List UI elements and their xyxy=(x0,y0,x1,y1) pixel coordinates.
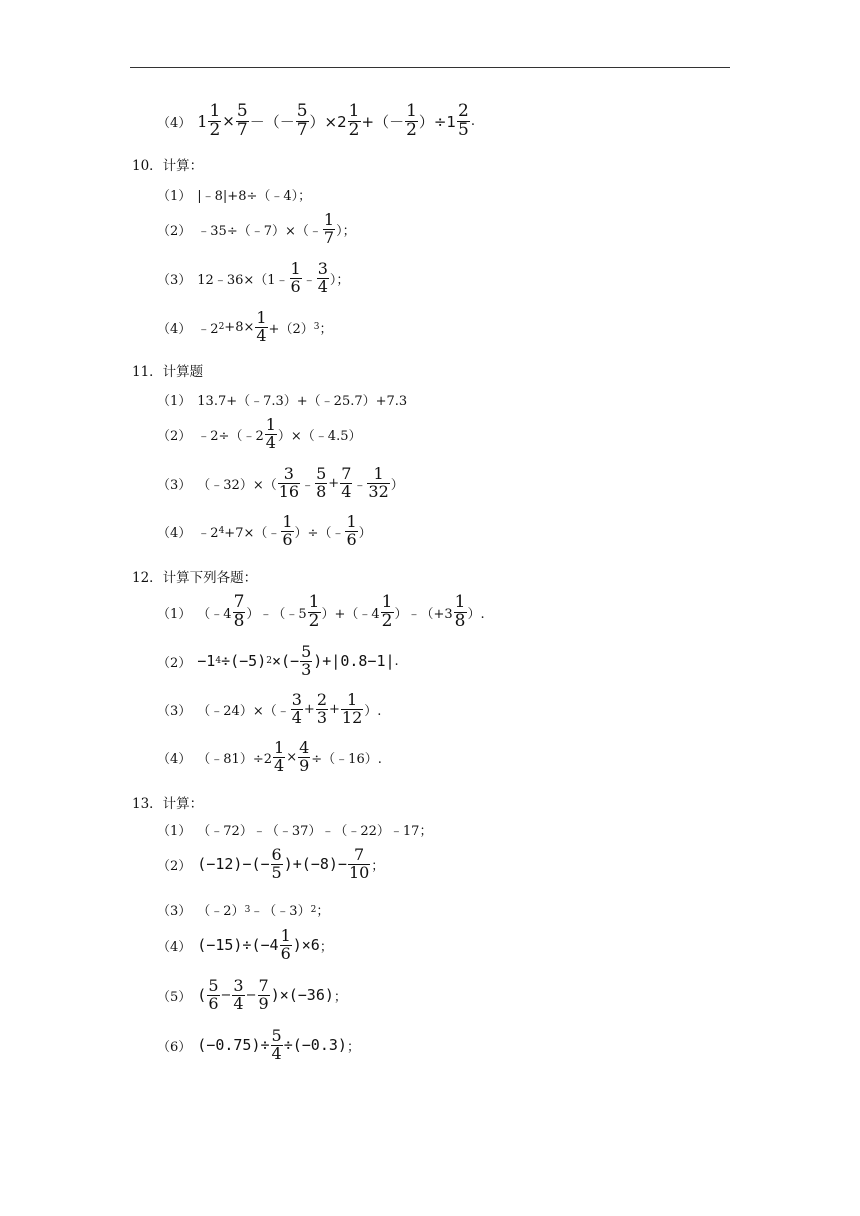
expression-part: ）. xyxy=(364,703,382,719)
item-label: （3） xyxy=(157,272,192,288)
item-label: （1） xyxy=(157,824,192,839)
operator: − xyxy=(220,987,232,1003)
expression-part: ）×（﹣4.5） xyxy=(277,428,362,444)
expression-part: −1 xyxy=(197,652,216,671)
expression-part: (−15)÷(−4 xyxy=(197,936,279,955)
end-mark: ； xyxy=(333,989,347,1005)
expression-part: )+|0.8−1| xyxy=(313,652,395,671)
problem-13-item-5 xyxy=(157,978,347,1013)
fraction: $\frac{6}{5}$ xyxy=(271,845,282,882)
fraction: $\frac{5}{3}$ xyxy=(301,642,312,679)
fraction: $\frac{1}{2}$ xyxy=(308,592,320,631)
item-label: （4） xyxy=(157,525,192,541)
expression-part: (−12)−(− xyxy=(197,855,270,874)
item-label: （5） xyxy=(157,989,192,1005)
problem-12-item-4 xyxy=(157,740,382,775)
expression-part: ﹣2 xyxy=(197,525,219,541)
fraction: $\frac{2}{3}$ xyxy=(316,690,327,727)
end-mark: ； xyxy=(316,904,330,919)
exponent: 3 xyxy=(313,322,320,333)
operator: + xyxy=(328,475,340,491)
problem-12-title: 12．计算下列各题： xyxy=(132,570,258,586)
expression-part: ﹣35÷（﹣7）×（﹣ xyxy=(197,223,322,239)
operator: − xyxy=(245,987,257,1003)
item-label: （1） xyxy=(157,189,192,204)
item-label: （1） xyxy=(157,394,192,409)
problem-11-item-2 xyxy=(157,417,361,452)
problem-12-item-2 xyxy=(157,644,399,679)
exponent: 3 xyxy=(244,904,251,915)
item-label: （2） xyxy=(157,655,192,671)
operator: ）÷1 xyxy=(418,112,457,131)
end-mark: ； xyxy=(319,321,333,337)
expression-part: （﹣81）÷2 xyxy=(197,751,272,767)
exponent: 4 xyxy=(215,656,222,667)
expression-part: （﹣24）×（﹣ xyxy=(197,703,290,719)
exponent: 2 xyxy=(266,656,272,667)
fraction: $\frac{1}{4}$ xyxy=(256,308,267,345)
expression-part: +8× xyxy=(224,319,255,335)
fraction: $\frac{1}{8}$ xyxy=(454,592,466,631)
expression: （﹣72）﹣（﹣37）﹣（﹣22）﹣17； xyxy=(197,824,433,839)
expression-part: 12﹣36×（1﹣ xyxy=(197,272,289,288)
problem-11-item-4 xyxy=(157,514,372,549)
fraction: $\frac{7}{8}$ xyxy=(233,592,245,631)
expression-part: ）﹣（+3 xyxy=(394,606,453,622)
fraction: $\frac{1}{2}$ xyxy=(348,101,360,140)
fraction: $\frac{5}{7}$ xyxy=(296,101,308,140)
problem-12-item-1 xyxy=(157,594,485,631)
item-label: （4） xyxy=(157,939,192,955)
item-label: （6） xyxy=(157,1039,192,1055)
expression-part: ﹣2 xyxy=(197,321,219,337)
problem-10-item-4 xyxy=(157,310,332,345)
operator: ﹣ xyxy=(301,477,315,493)
item-label: （2） xyxy=(157,223,192,239)
fraction: $\frac{5}{6}$ xyxy=(208,976,219,1013)
fraction: $\frac{1}{4}$ xyxy=(265,415,276,452)
fraction: $\frac{5}{7}$ xyxy=(236,101,248,140)
expression-part: ） xyxy=(390,477,404,493)
problem-13-title: 13．计算： xyxy=(132,796,204,812)
fraction: $\frac{1}{2}$ xyxy=(209,101,221,140)
exponent: 2 xyxy=(310,904,317,915)
item-label: （4） xyxy=(157,321,192,337)
item-label: （2） xyxy=(157,428,192,444)
problem-10-item-3 xyxy=(157,261,349,296)
problem-13-item-4 xyxy=(157,928,333,963)
exponent: 4 xyxy=(218,526,225,537)
end-mark: . xyxy=(394,653,399,669)
problem-10-item-1 xyxy=(157,185,311,204)
expression-part: ）+（﹣4 xyxy=(321,606,380,622)
header-rule xyxy=(130,67,730,68)
operator: + xyxy=(303,701,315,717)
operator: × xyxy=(222,112,235,131)
fraction: $\frac{7}{9}$ xyxy=(258,976,269,1013)
fraction: $\frac{3}{4}$ xyxy=(317,259,328,296)
expression-part: ÷(−5) xyxy=(221,652,267,671)
item-label: （3） xyxy=(157,703,192,719)
item-label: （4） xyxy=(157,115,192,131)
expression-part: )×6 xyxy=(292,936,320,955)
problem-9-item-4 xyxy=(157,103,475,140)
expression-part: (−0.75)÷ xyxy=(197,1036,270,1055)
operator: +（－ xyxy=(361,112,405,131)
expression-part: ×(− xyxy=(271,652,300,671)
fraction: $\frac{1}{2}$ xyxy=(381,592,393,631)
fraction: $\frac{5}{8}$ xyxy=(316,464,327,501)
expression-part: +7×（﹣ xyxy=(224,525,281,541)
problem-10-title: 10．计算： xyxy=(132,158,204,174)
fraction: $\frac{1}{7}$ xyxy=(323,210,335,247)
problem-13-item-2 xyxy=(157,847,384,882)
expression-part: ）. xyxy=(467,606,485,622)
fraction: $\frac{1}{2}$ xyxy=(406,101,417,140)
fraction: $\frac{1}{4}$ xyxy=(274,738,285,775)
fraction: $\frac{7}{4}$ xyxy=(341,464,352,501)
expression-part: （﹣32）×（ xyxy=(197,477,277,493)
expression: 13.7+（﹣7.3）+（﹣25.7）+7.3 xyxy=(197,394,408,409)
expression-part: +（2） xyxy=(268,321,314,337)
operator: ）×2 xyxy=(309,112,347,131)
fraction: $\frac{2}{5}$ xyxy=(458,101,469,140)
fraction: $\frac{3}{4}$ xyxy=(291,690,302,727)
expression-part: ( xyxy=(197,986,207,1005)
operator: ﹣ xyxy=(353,477,367,493)
fraction: $\frac{1}{6}$ xyxy=(282,512,293,549)
problem-11-item-1 xyxy=(157,390,407,409)
fraction: $\frac{5}{4}$ xyxy=(271,1026,282,1063)
exponent: 2 xyxy=(218,322,225,333)
expression-part: ）； xyxy=(329,272,350,288)
item-label: （1） xyxy=(157,606,192,622)
item-label: （4） xyxy=(157,751,192,767)
fraction: $\frac{7}{10}$ xyxy=(348,845,370,882)
end-mark: . xyxy=(470,113,475,129)
fraction: $\frac{4}{9}$ xyxy=(299,738,310,775)
expression-part: )+(−8)− xyxy=(283,855,347,874)
end-mark: ； xyxy=(346,1039,360,1055)
fraction: $\frac{1}{6}$ xyxy=(290,259,301,296)
expression-part: ）﹣（﹣5 xyxy=(246,606,307,622)
expression-part: ﹣（﹣3） xyxy=(250,904,311,919)
expression-part: )×(−36) xyxy=(270,986,334,1005)
fraction: $\frac{1}{12}$ xyxy=(341,690,363,727)
expression-part: ÷(−0.3) xyxy=(283,1036,347,1055)
fraction: $\frac{1}{6}$ xyxy=(280,926,291,963)
problem-12-item-3 xyxy=(157,692,381,727)
expression-part: ﹣2÷（﹣2 xyxy=(197,428,264,444)
problem-13-item-3 xyxy=(157,900,329,919)
expression-part: ）÷（﹣ xyxy=(294,525,345,541)
fraction: $\frac{3}{4}$ xyxy=(233,976,244,1013)
problem-10-item-2 xyxy=(157,212,356,247)
expression: |﹣8|+8÷（﹣4）； xyxy=(197,189,312,204)
item-label: （2） xyxy=(157,858,192,874)
expression-part: ） xyxy=(358,525,372,541)
end-mark: ； xyxy=(371,858,385,874)
fraction: $\frac{1}{6}$ xyxy=(346,512,357,549)
expression-part: （﹣4 xyxy=(197,606,232,622)
operator: + xyxy=(329,701,340,717)
fraction: $\frac{1}{32}$ xyxy=(368,464,389,501)
expression-part: （﹣2） xyxy=(197,904,245,919)
fraction: $\frac{3}{16}$ xyxy=(278,464,300,501)
problem-13-item-6 xyxy=(157,1028,360,1063)
expression-part: ）； xyxy=(336,223,356,239)
end-mark: ； xyxy=(319,939,333,955)
expression-part: ÷（﹣16）. xyxy=(311,751,382,767)
whole-number: 1 xyxy=(197,111,208,131)
expression-part: ﹣ xyxy=(302,272,316,288)
problem-11-title: 11．计算题 xyxy=(132,364,204,380)
problem-11-item-3 xyxy=(157,466,404,501)
operator: × xyxy=(286,749,298,765)
problem-13-item-1 xyxy=(157,820,432,839)
operator: －（－ xyxy=(249,112,295,131)
item-label: （3） xyxy=(157,477,192,493)
item-label: （3） xyxy=(157,904,192,919)
